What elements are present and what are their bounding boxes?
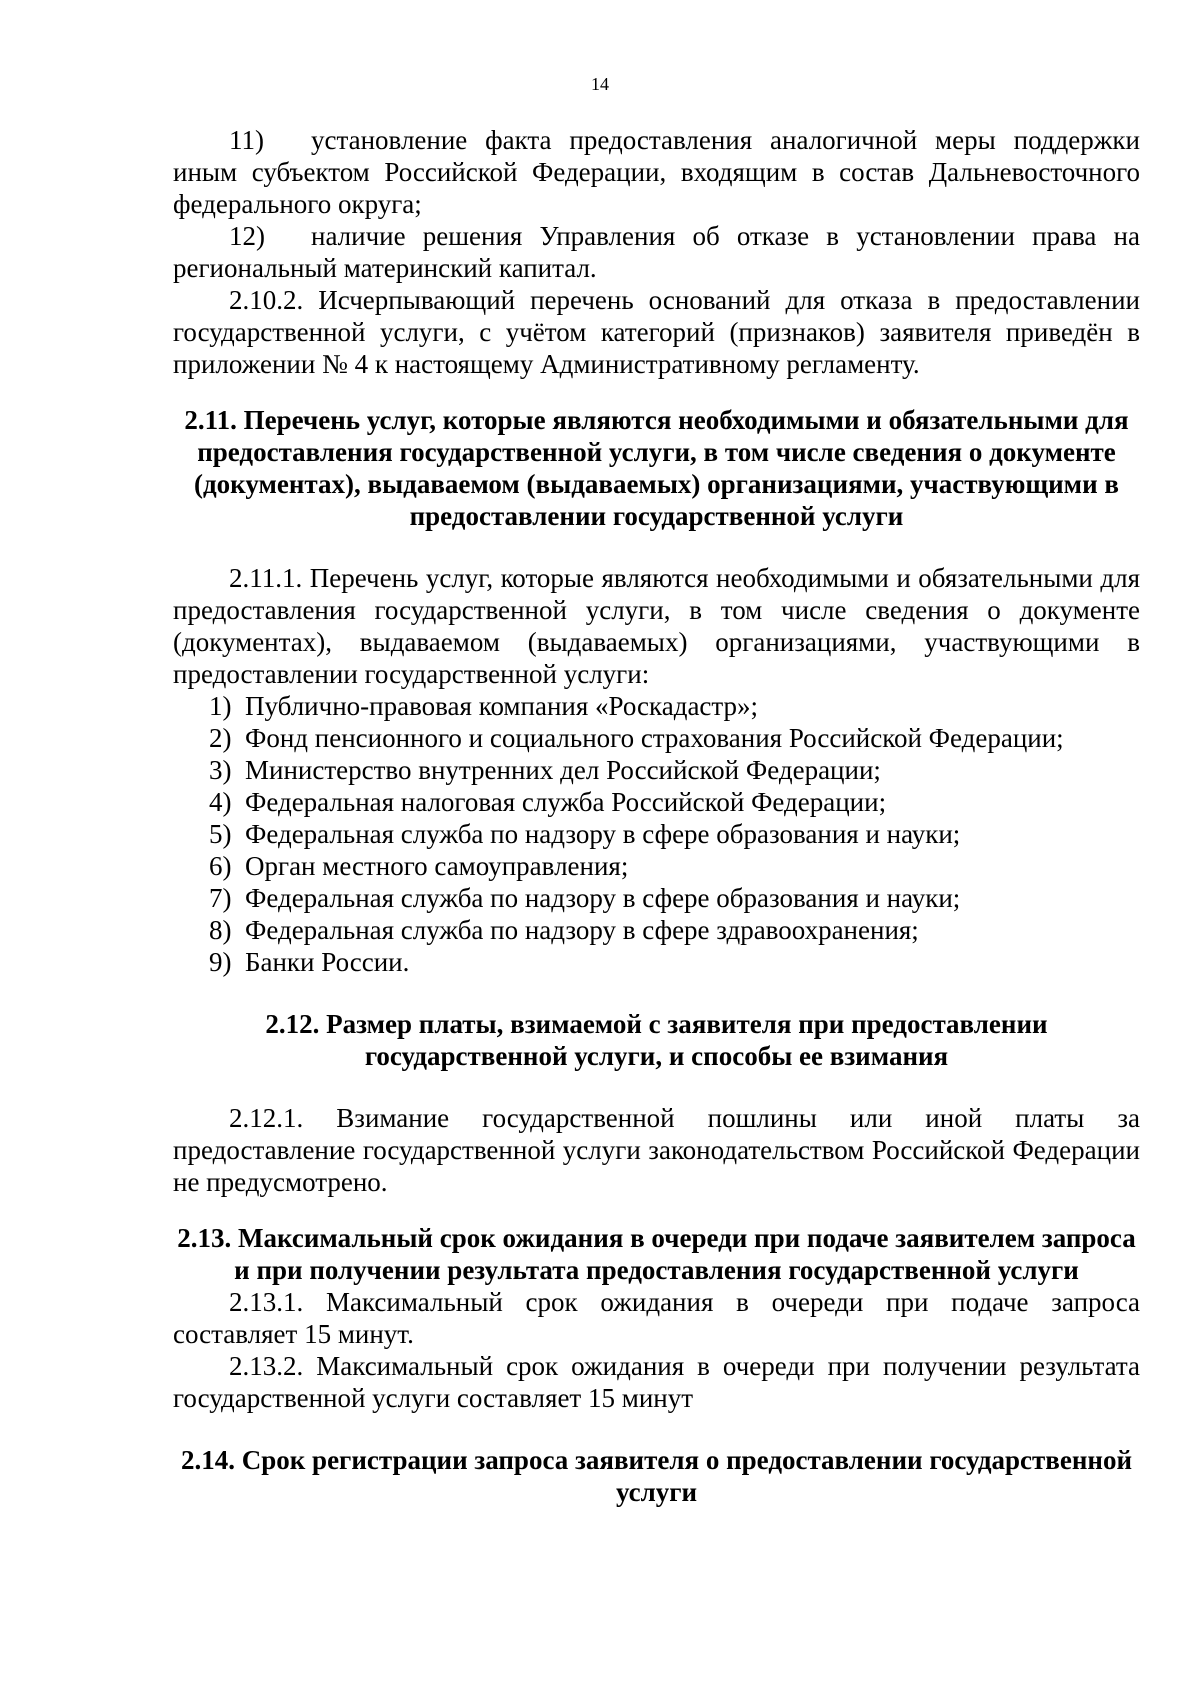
- list-text: Федеральная служба по надзору в сфере здравоохранения;: [245, 915, 919, 945]
- spacer: [173, 1072, 1140, 1102]
- list-text: Банки России.: [245, 947, 410, 977]
- list-text: Федеральная служба по надзору в сфере образования и науки;: [245, 819, 961, 849]
- heading-2-11: 2.11. Перечень услуг, которые являются необходимыми и обязательными для предоставления государственной услуги, в том числе сведения о документе (документах), выдаваемом (выдаваемых) организациями, участвующими в предоставлении государственной услуги: [184, 405, 1129, 531]
- list-text: Министерство внутренних дел Российской Федерации;: [245, 755, 881, 785]
- list-item: [173, 690, 1140, 722]
- spacer: [173, 978, 1140, 1008]
- list-number: 6): [209, 851, 232, 881]
- item-text: наличие решения Управления об отказе в установлении права на региональный материнский капитал.: [173, 221, 1140, 283]
- list-number: 4): [209, 787, 232, 817]
- list-text: Орган местного самоуправления;: [245, 851, 629, 881]
- list-item: [173, 850, 1140, 882]
- list-text: Фонд пенсионного и социального страхования Российской Федерации;: [245, 723, 1064, 753]
- item-marker: 11): [229, 125, 264, 155]
- list-number: 1): [209, 691, 232, 721]
- list-number: 8): [209, 915, 232, 945]
- list-item: [173, 754, 1140, 786]
- spacer: [173, 380, 1140, 404]
- list-item: [173, 882, 1140, 914]
- page-content: [173, 124, 1140, 1508]
- list-text: Федеральная налоговая служба Российской Федерации;: [245, 787, 887, 817]
- list-number: 2): [209, 723, 232, 753]
- spacer: [173, 1198, 1140, 1222]
- paragraph-2-12-1: 2.12.1. Взимание государственной пошлины или иной платы за предоставление государственной услуги законодательством Российской Федерации не предусмотрено.: [173, 1103, 1140, 1197]
- list-item: [173, 818, 1140, 850]
- list-item: [173, 946, 1140, 978]
- paragraph-2-13-2: 2.13.2. Максимальный срок ожидания в очереди при получении результата государственной услуги составляет 15 минут: [173, 1351, 1140, 1413]
- list-text: Публично-правовая компания «Роскадастр»;: [245, 691, 759, 721]
- list-number: 3): [209, 755, 232, 785]
- paragraph-2-13-1: 2.13.1. Максимальный срок ожидания в очереди при подаче запроса составляет 15 минут.: [173, 1287, 1140, 1349]
- paragraph-2-10-2: 2.10.2. Исчерпывающий перечень оснований для отказа в предоставлении государственной услуги, с учётом категорий (признаков) заявителя приведён в приложении № 4 к настоящему Административному регламенту.: [173, 285, 1140, 379]
- heading-2-13: 2.13. Максимальный срок ожидания в очереди при подаче заявителем запроса и при получении результата предоставления государственной услуги: [177, 1223, 1136, 1285]
- paragraph-2-11-1: 2.11.1. Перечень услуг, которые являются необходимыми и обязательными для предоставления государственной услуги, в том числе сведения о документе (документах), выдаваемом (выдаваемых) организациями, участвующими в предоставлении государственной услуги:: [173, 563, 1140, 689]
- spacer: [173, 532, 1140, 562]
- item-marker: 12): [229, 221, 265, 251]
- page-number: 14: [591, 74, 609, 94]
- list-item: [173, 914, 1140, 946]
- list-number: 5): [209, 819, 232, 849]
- list-item-11: [173, 124, 1140, 220]
- list-text: Федеральная служба по надзору в сфере образования и науки;: [245, 883, 961, 913]
- organizations-list: [173, 690, 1140, 978]
- item-text: установление факта предоставления аналогичной меры поддержки иным субъектом Российской Федерации, входящим в состав Дальневосточного федерального округа;: [173, 125, 1140, 219]
- list-item-12: [173, 220, 1140, 284]
- list-item: [173, 722, 1140, 754]
- list-item: [173, 786, 1140, 818]
- heading-2-12: 2.12. Размер платы, взимаемой с заявителя при предоставлении государственной услуги, и способы ее взимания: [265, 1009, 1048, 1071]
- spacer: [173, 1414, 1140, 1444]
- list-number: 9): [209, 947, 232, 977]
- heading-2-14: 2.14. Срок регистрации запроса заявителя о предоставлении государственной услуги: [180, 1445, 1132, 1507]
- list-number: 7): [209, 883, 232, 913]
